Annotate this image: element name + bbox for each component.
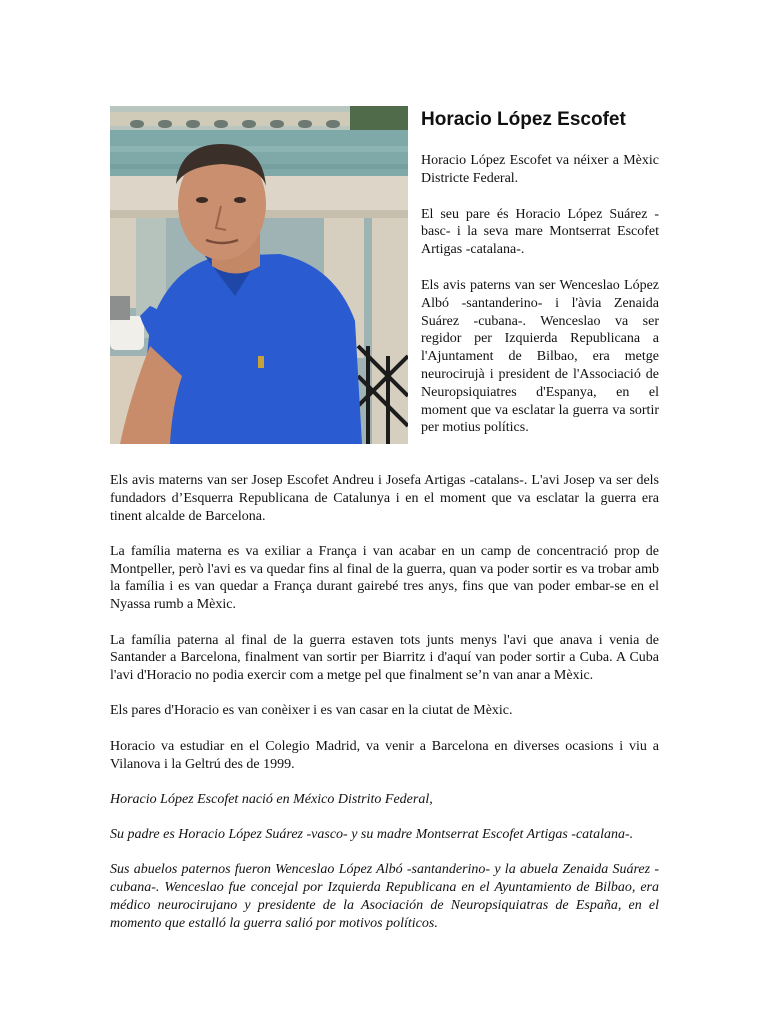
body-paragraph: Els pares d'Horacio es van conèixer i es van casar en la ciutat de Mèxic. xyxy=(110,703,513,719)
body-paragraph: La família paterna al final de la guerra estaven tots junts menys l'avi que anava i venia de Santander a Barcelona, finalment van sortir per Biarritz i d'aquí van poder sortir a Cuba. A Cuba l'avi d'Horacio no podia exercir com a metge pel que finalment se’n van anar a Mèxic. xyxy=(110,632,659,684)
body-paragraph: La família materna es va exiliar a França i van acabar en un camp de concentració prop de Montpeller, però l'avi es va quedar fins al final de la guerra, quan va poder sortir es va trobar amb la família i es van quedar a França durant gairebé tres anys, fins que van poder embar-se en el Nyassa rumb a Mèxic. xyxy=(110,543,659,613)
spanish-paragraph: Sus abuelos paternos fueron Wenceslao López Albó -santanderino- y la abuela Zenaida Suárez -cubana-. Wenceslao fue concejal por Izquierda Republicana en el Ayuntamiento de Bilbao, era médico neurocirujano y presidente de la Asociación de Neuropsiquiatras de España, en el momento que estalló la guerra salió por motivos políticos. xyxy=(110,862,659,931)
side-paragraph: El seu pare és Horacio López Suárez -basc- i la seva mare Montserrat Escofet Artigas -catalana-. xyxy=(421,206,659,258)
side-text-column xyxy=(421,152,659,455)
spanish-paragraph: Horacio López Escofet nació en México Distrito Federal, xyxy=(110,791,433,807)
side-paragraph: Els avis paterns van ser Wenceslao López Albó -santanderino- i l'àvia Zenaida Suárez -cubana-. Wenceslao va ser regidor per Izquierda Republicana a l'Ajuntament de Bilbao, era metge neurocirujà i president de l'Associació de Neuropsiquiatres d'Espanya, en el moment que va esclatar la guerra va sortir per motius polítics. xyxy=(421,277,659,436)
side-paragraph: Horacio López Escofet va néixer a Mèxic Districte Federal. xyxy=(421,153,659,186)
document-title: Horacio López Escofet xyxy=(421,109,626,130)
spanish-paragraph: Su padre es Horacio López Suárez -vasco- y su madre Montserrat Escofet Artigas -catalana-. xyxy=(110,827,634,843)
body-text xyxy=(110,472,659,950)
portrait-photo xyxy=(110,106,408,444)
body-paragraph: Horacio va estudiar en el Colegio Madrid, va venir a Barcelona en diverses ocasions i viu a Vilanova i la Geltrú des de 1999. xyxy=(110,738,659,772)
body-paragraph: Els avis materns van ser Josep Escofet Andreu i Josefa Artigas -catalans-. L'avi Josep va ser dels fundadors d’Esquerra Republicana de Catalunya i en el moment que va esclatar la guerra era tinent alcalde de Barcelona. xyxy=(110,473,659,524)
